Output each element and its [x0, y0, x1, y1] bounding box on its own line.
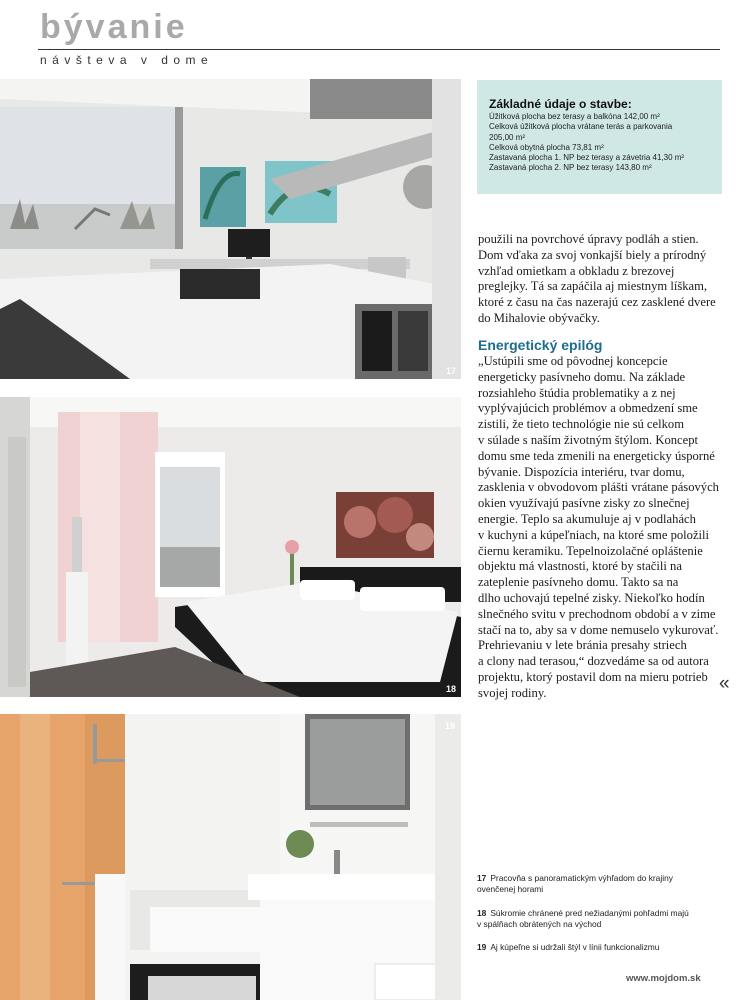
text-line: čiernu keramiku. Tepelnoizolačné opláštenie [478, 543, 703, 558]
text-line: stačí na to, aby sa v dome nemuselo vykurovať. [478, 622, 719, 637]
text-line: vzhľad omietkam a obkladu z brezovej [478, 263, 675, 278]
text-line: „Ustúpili sme od pôvodnej koncepcie [478, 354, 668, 368]
photo-number: 17 [446, 366, 457, 376]
building-data-line: 205,00 m² [489, 132, 526, 142]
text-line: v súlade s naším životným štýlom. Koncept [478, 432, 699, 447]
building-data-line: Celková obytná plocha 73,81 m² [489, 142, 604, 152]
text-line: okien využívajú pasívne zisky zo slnečnej [478, 496, 690, 511]
end-of-article-icon: « [719, 673, 726, 694]
building-data-line: Celková úžitková plocha vrátane terás a parkovania [489, 122, 673, 132]
text-line: zateplenie pasívneho domu. Takto sa na [478, 575, 679, 590]
text-line: v kuchyni a kúpeľniach, na ktoré sme položili [478, 527, 710, 542]
caption-text: Aj kúpeľne si udržali štýl v línii funkcionalizmu [490, 942, 660, 952]
caption-text: Pracovňa s panoramatickým výhľadom do krajiny [490, 873, 673, 883]
article-paragraph [478, 232, 716, 327]
photo-number: 19 [445, 721, 456, 731]
text-line: energie. Teplo sa akumuluje aj v podlahách [478, 511, 696, 526]
text-line: energeticky pasívneho domu. Na základe [478, 369, 686, 384]
photo-caption [477, 908, 722, 930]
bathroom-illustration [0, 714, 461, 1000]
article-paragraph [478, 354, 719, 702]
building-data-line: Úžitková plocha bez terasy a balkóna 142,00 m² [489, 112, 660, 121]
text-line: svojej rodiny. [478, 685, 547, 700]
text-line: Prehrievaniu v lete bránia presahy striech [478, 638, 687, 653]
text-line: slnečného svitu v prechodnom období a v zime [478, 606, 716, 621]
caption-number: 17 [477, 873, 487, 883]
text-line: rozsiahleho štúdia problematiky a z nej [478, 385, 676, 400]
header-rule [38, 49, 720, 50]
section-heading: Energetický epilóg [478, 337, 603, 353]
caption-number: 18 [477, 908, 487, 918]
photo-caption [477, 873, 722, 895]
text-line: ktoré z času na čas nazerajú cez zasklené dvere [478, 295, 716, 310]
text-line: bývanie. Dispozícia interiéru, tvar domu, [478, 464, 685, 479]
photo-caption [477, 942, 722, 953]
text-line: dlho uchovajú tepelné zisky. Niekoľko hodín [478, 590, 705, 605]
bedroom-photo [0, 397, 461, 697]
text-line: zistili, že tieto technológie nie sú celkom [478, 417, 684, 432]
bedroom-illustration [0, 397, 461, 697]
caption-text: v spálňach obrátených na východ [477, 919, 602, 929]
section-title: bývanie [40, 8, 188, 46]
building-data-line: Zastavaná plocha 1. NP bez terasy a závetria 41,30 m² [489, 153, 685, 163]
text-line: projektu, ktorý postavil dom na mieru potrieb [478, 669, 708, 684]
office-illustration [0, 79, 461, 379]
text-line: do Mihalovie obývačky. [478, 310, 600, 325]
text-line: preglejky. Tá sa zapáčila aj miestnym líškam, [478, 279, 708, 294]
text-line: použili na povrchové úpravy podláh a stien. [478, 232, 699, 246]
photo-number: 18 [446, 684, 457, 694]
text-line: zasklenia v obvodovom plášti vrátane pásových [478, 480, 719, 495]
bathroom-photo [0, 714, 461, 1000]
office-photo [0, 79, 461, 379]
caption-number: 19 [477, 942, 487, 952]
website-url: www.mojdom.sk [626, 973, 701, 984]
building-data-box [477, 80, 722, 194]
text-line: Dom vďaka za svoj vonkajší biely a prírodný [478, 247, 707, 262]
building-data-title: Základné údaje o stavbe: [489, 97, 632, 111]
text-line: a clony nad terasou,“ dozvedáme sa od autora [478, 654, 709, 669]
building-data-line: Zastavaná plocha 2. NP bez terasy 143,80 m² [489, 163, 652, 173]
text-line: domu sme teda zmenili na energeticky úsporné [478, 448, 715, 463]
caption-text: Súkromie chránené pred nežiadanými pohľadmi majú [490, 908, 689, 918]
text-line: vyplývajúcich problémov a obmedzení sme [478, 401, 698, 416]
caption-text: ovenčenej horami [477, 884, 544, 894]
text-line: objektu má vlastnosti, ktoré by stačili na [478, 559, 682, 574]
section-subtitle: návšteva v dome [40, 53, 214, 67]
